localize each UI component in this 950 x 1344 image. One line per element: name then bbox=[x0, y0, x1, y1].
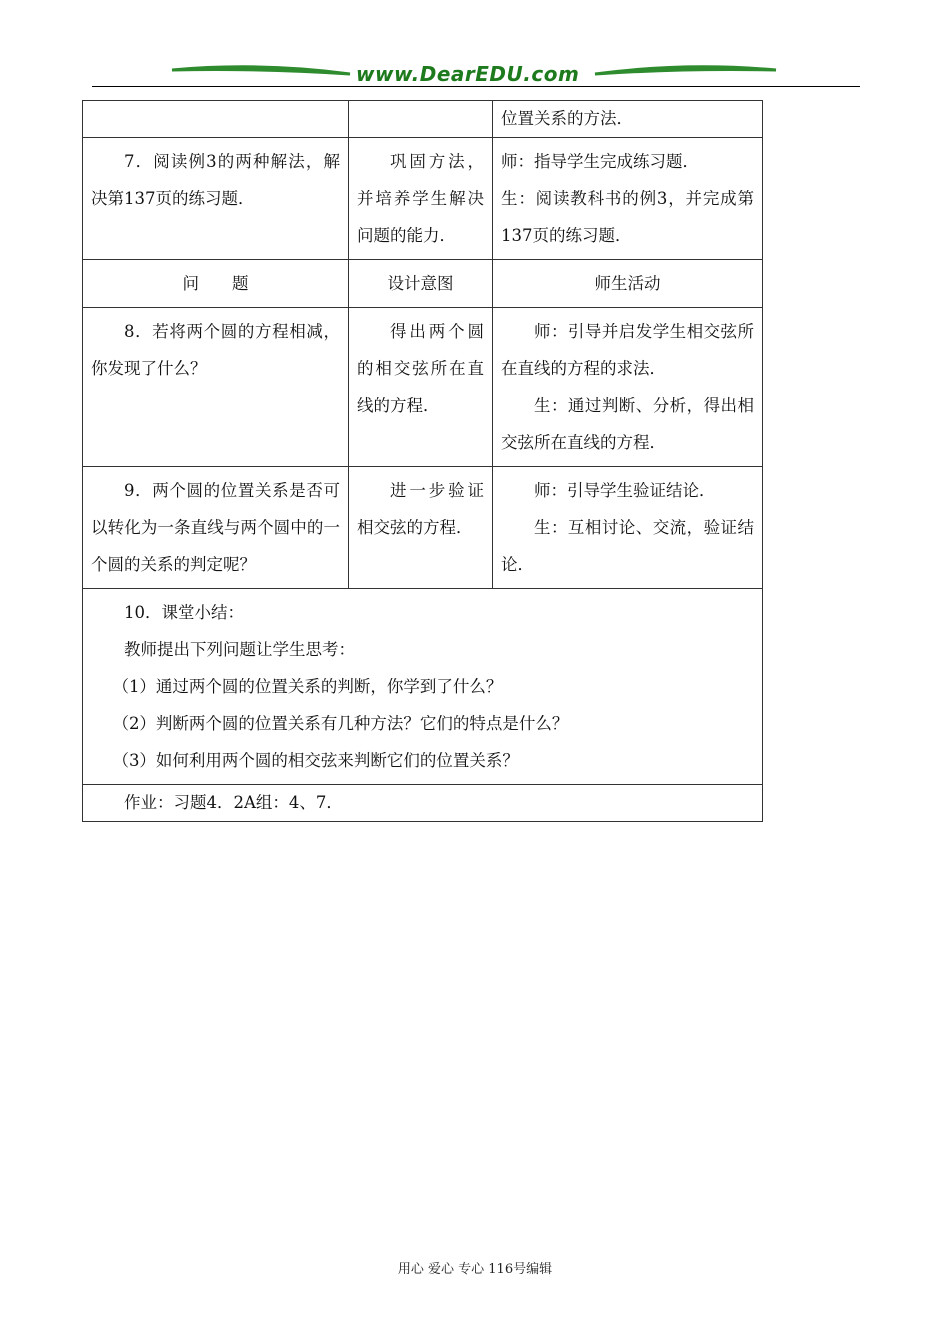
summary-intro: 教师提出下列问题让学生思考： bbox=[124, 640, 355, 659]
table-header-row bbox=[83, 260, 763, 308]
table-row bbox=[83, 467, 763, 589]
teacher-activity: 师：指导学生完成练习题． bbox=[501, 152, 699, 171]
student-activity: 生：阅读教科书的例3，并完成第137页的练习题． bbox=[501, 189, 754, 245]
logo-text: www.DearEDU.com bbox=[356, 62, 580, 86]
lesson-plan-table bbox=[82, 100, 763, 822]
cell-intent: 巩固方法，并培养学生解决问题的能力． bbox=[349, 138, 493, 260]
cell-activity bbox=[493, 138, 763, 260]
summary-row bbox=[83, 589, 763, 785]
page-footer: 用心 爱心 专心 116号编辑 bbox=[397, 1262, 553, 1277]
page-header bbox=[0, 0, 950, 95]
teacher-activity: 师：引导学生验证结论． bbox=[534, 481, 716, 500]
cell-question: 9．两个圆的位置关系是否可以转化为一条直线与两个圆中的一个圆的关系的判定呢？ bbox=[83, 467, 349, 589]
cell-question: 7．阅读例3的两种解法，解决第137页的练习题． bbox=[83, 138, 349, 260]
homework-row bbox=[83, 785, 763, 822]
student-activity: 生：通过判断、分析，得出相交弦所在直线的方程． bbox=[501, 396, 754, 452]
cell-activity bbox=[493, 467, 763, 589]
summary-title: 10．课堂小结： bbox=[124, 603, 244, 622]
summary-question: （2）判断两个圆的位置关系有几种方法？它们的特点是什么？ bbox=[112, 714, 569, 733]
cell-intent bbox=[349, 101, 493, 138]
cell-question bbox=[83, 101, 349, 138]
cell-activity: 位置关系的方法． bbox=[493, 101, 763, 138]
header-question: 问 题 bbox=[83, 260, 349, 308]
summary-question: （3）如何利用两个圆的相交弦来判断它们的位置关系？ bbox=[112, 751, 519, 770]
summary-cell bbox=[83, 589, 763, 785]
table-row bbox=[83, 308, 763, 467]
table-row bbox=[83, 138, 763, 260]
header-activity: 师生活动 bbox=[493, 260, 763, 308]
cell-intent: 进一步验证相交弦的方程． bbox=[349, 467, 493, 589]
cell-intent: 得出两个圆的相交弦所在直线的方程． bbox=[349, 308, 493, 467]
summary-question: （1）通过两个圆的位置关系的判断，你学到了什么？ bbox=[112, 677, 503, 696]
teacher-activity: 师：引导并启发学生相交弦所在直线的方程的求法． bbox=[501, 322, 754, 378]
cell-activity bbox=[493, 308, 763, 467]
header-intent: 设计意图 bbox=[349, 260, 493, 308]
header-divider bbox=[92, 86, 860, 87]
homework-cell: 作业：习题4．2A组：4、7． bbox=[83, 785, 763, 822]
student-activity: 生：互相讨论、交流，验证结论． bbox=[501, 518, 754, 574]
table-row bbox=[83, 101, 763, 138]
cell-question: 8．若将两个圆的方程相减，你发现了什么？ bbox=[83, 308, 349, 467]
